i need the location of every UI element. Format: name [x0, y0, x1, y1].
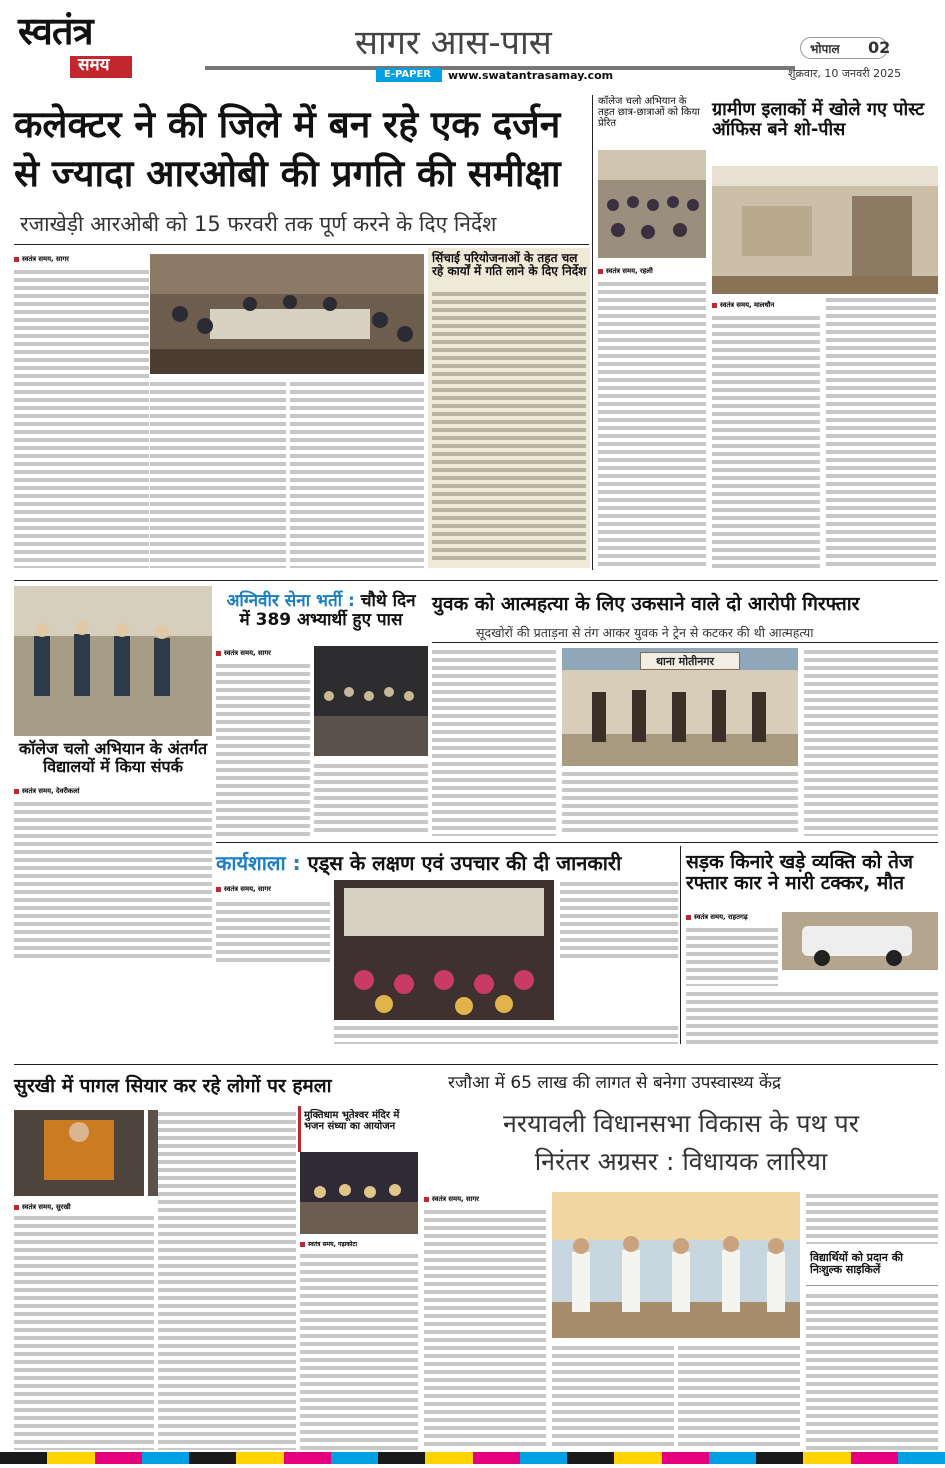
color-swatch: [567, 1452, 614, 1464]
health-byline: स्वतंत्र समय, सागर: [424, 1194, 479, 1203]
postoffice-photo: [712, 166, 938, 294]
suicide-subhead: सूदखोरों की प्रताड़ना से तंग आकर युवक ने ट्रेन से कटकर की थी आत्महत्या: [476, 625, 814, 640]
station-sign-text: थाना मोतीनगर: [656, 655, 715, 668]
city-name: भोपाल: [810, 42, 840, 56]
agniveer-photo: [314, 646, 428, 756]
agniveer-kicker: अग्निवीर सेना भर्ती :: [226, 591, 355, 611]
col-divider-1: [592, 95, 593, 570]
accident-byline: स्वतंत्र समय, राहतगढ़: [686, 912, 748, 921]
lead-text-col3: [290, 380, 424, 568]
row-divider-2: [216, 842, 938, 843]
accident-text-col1: [686, 926, 778, 986]
lead-headline-line2: से ज्यादा आरओबी की प्रगति की समीक्षा: [14, 152, 561, 196]
page-number: 02: [868, 38, 891, 57]
temple-headline: मुक्तिधाम भूतेश्वर मंदिर में भजन संध्या का आयोजन: [304, 1110, 400, 1133]
health-text-col3: [678, 1344, 800, 1450]
college-byline: स्वतंत्र समय, रहली: [598, 266, 653, 275]
agniveer-text-col2: [314, 762, 428, 836]
aids-text-col3: [560, 880, 678, 962]
color-control-strip: [0, 1452, 945, 1464]
health-text-col5: [806, 1292, 938, 1450]
lead-byline: स्वतंत्र समय, सागर: [14, 254, 69, 263]
suicide-rule: [432, 642, 938, 643]
color-swatch: [331, 1452, 378, 1464]
color-swatch: [756, 1452, 803, 1464]
health-headline-line1: नरयावली विधानसभा विकास के पथ पर: [503, 1109, 859, 1138]
jackal-byline: स्वतंत्र समय, सुरखी: [14, 1202, 71, 1211]
suicide-text-col3: [804, 648, 938, 836]
suicide-headline: युवक को आत्महत्या के लिए उकसाने वाले दो आरोपी गिरफ्तार: [432, 593, 860, 615]
color-swatch: [709, 1452, 756, 1464]
health-box-title: विद्यार्थियों को प्रदान की निःशुल्क साइकिलें: [810, 1251, 903, 1277]
lead-rule: [14, 244, 589, 245]
lead-text-col2: [150, 380, 286, 568]
color-swatch: [47, 1452, 94, 1464]
issue-date: शुक्रवार, 10 जनवरी 2025: [788, 67, 902, 80]
temple-text: [300, 1252, 418, 1450]
accident-photo: [782, 912, 938, 970]
health-text-col1: [424, 1208, 546, 1450]
postoffice-byline: स्वतंत्र समय, मालथौन: [712, 300, 774, 309]
agniveer-headline: [216, 592, 426, 630]
color-swatch: [662, 1452, 709, 1464]
postoffice-headline: ग्रामीण इलाकों में खोले गए पोस्ट ऑफिस बने शो-पीस: [712, 99, 925, 141]
color-swatch: [142, 1452, 189, 1464]
health-headline: [424, 1110, 938, 1176]
color-swatch: [898, 1452, 945, 1464]
aids-byline: स्वतंत्र समय, सागर: [216, 884, 271, 893]
suicide-text-col1: [432, 648, 556, 836]
aids-headline: [216, 852, 676, 874]
college2-byline: स्वतंत्र समय, देवरीकलां: [14, 786, 79, 795]
jackal-photo: [14, 1110, 144, 1196]
lead-subhead: रजाखेड़ी आरओबी को 15 फरवरी तक पूर्ण करने के दिए निर्देश: [20, 212, 497, 236]
row-divider-1: [14, 580, 938, 581]
jackal-text-col2: [158, 1110, 296, 1450]
color-swatch: [284, 1452, 331, 1464]
color-swatch: [0, 1452, 47, 1464]
col-divider-2: [680, 846, 681, 1044]
aids-text-col1: [216, 900, 330, 962]
section-title: सागर आस-पास: [355, 23, 552, 63]
masthead: [0, 0, 945, 84]
website-link[interactable]: www.swatantrasamay.com: [448, 69, 614, 82]
postoffice-text-col1: [712, 314, 820, 568]
postoffice-text-col2: [826, 296, 936, 568]
aids-text-caption: [334, 1024, 678, 1044]
temple-photo: [300, 1152, 418, 1234]
color-swatch: [614, 1452, 661, 1464]
lead-meeting-photo: [150, 254, 424, 374]
lead-headline: [14, 104, 589, 195]
health-text-col4: [806, 1192, 938, 1244]
lead-text-col1: [14, 268, 149, 568]
color-swatch: [851, 1452, 898, 1464]
college2-text: [14, 800, 212, 962]
color-swatch: [425, 1452, 472, 1464]
accident-text-col2: [686, 990, 938, 1044]
agniveer-headline-rest: चौथे दिन: [360, 591, 416, 611]
color-swatch: [236, 1452, 283, 1464]
college-text: [598, 280, 706, 568]
college2-headline: कॉलेज चलो अभियान के अंतर्गत विद्यालयों में किया संपर्क: [18, 739, 208, 776]
logo-line1: स्वतंत्र: [18, 9, 93, 53]
health-text-col2: [552, 1344, 674, 1450]
college-photo: [598, 150, 706, 258]
health-photo: [552, 1192, 800, 1338]
agniveer-headline-line2: में 389 अभ्यार्थी हुए पास: [239, 610, 403, 631]
suicide-text-col2: [562, 770, 798, 836]
college-headline: कॉलेज चलो अभियान के तहत छात्र-छात्राओं को किया प्रेरित: [598, 96, 700, 130]
color-swatch: [95, 1452, 142, 1464]
aids-headline-rest: एड्स के लक्षण एवं उपचार की दी जानकारी: [307, 851, 622, 875]
color-swatch: [473, 1452, 520, 1464]
aids-kicker: कार्यशाला :: [216, 851, 301, 875]
jackal-text-col1: [14, 1214, 154, 1450]
epaper-label: E-PAPER: [384, 69, 431, 80]
accident-headline: सड़क किनारे खड़े व्यक्ति को तेज रफ्तार कार ने मारी टक्कर, मौत: [686, 851, 914, 895]
health-headline-line2: निरंतर अग्रसर : विधायक लारिया: [534, 1147, 828, 1176]
lead-headline-line1: कलेक्टर ने की जिले में बन रहे एक दर्जन: [14, 103, 561, 146]
lead-callout-title: सिंचाई परियोजनाओं के तहत चल रहे कार्यों में गति लाने के दिए निर्देश: [432, 251, 587, 279]
jackal-headline: सुरखी में पागल सियार कर रहे लोगों पर हमला: [14, 1075, 332, 1097]
health-kicker: रजौआ में 65 लाख की लागत से बनेगा उपस्वास्थ्य केंद्र: [448, 1073, 782, 1093]
aids-photo: [334, 880, 554, 1020]
color-swatch: [803, 1452, 850, 1464]
color-swatch: [520, 1452, 567, 1464]
color-swatch: [189, 1452, 236, 1464]
agniveer-byline: स्वतंत्र समय, सागर: [216, 648, 271, 657]
row-divider-3: [14, 1064, 938, 1065]
college2-photo: [14, 586, 212, 736]
agniveer-text-col1: [216, 662, 310, 836]
lead-callout-text: [432, 290, 586, 562]
color-swatch: [378, 1452, 425, 1464]
logo-line2: समय: [78, 55, 110, 75]
temple-byline: स्वतंत्र समय, गढ़ाकोटा: [300, 1240, 357, 1248]
